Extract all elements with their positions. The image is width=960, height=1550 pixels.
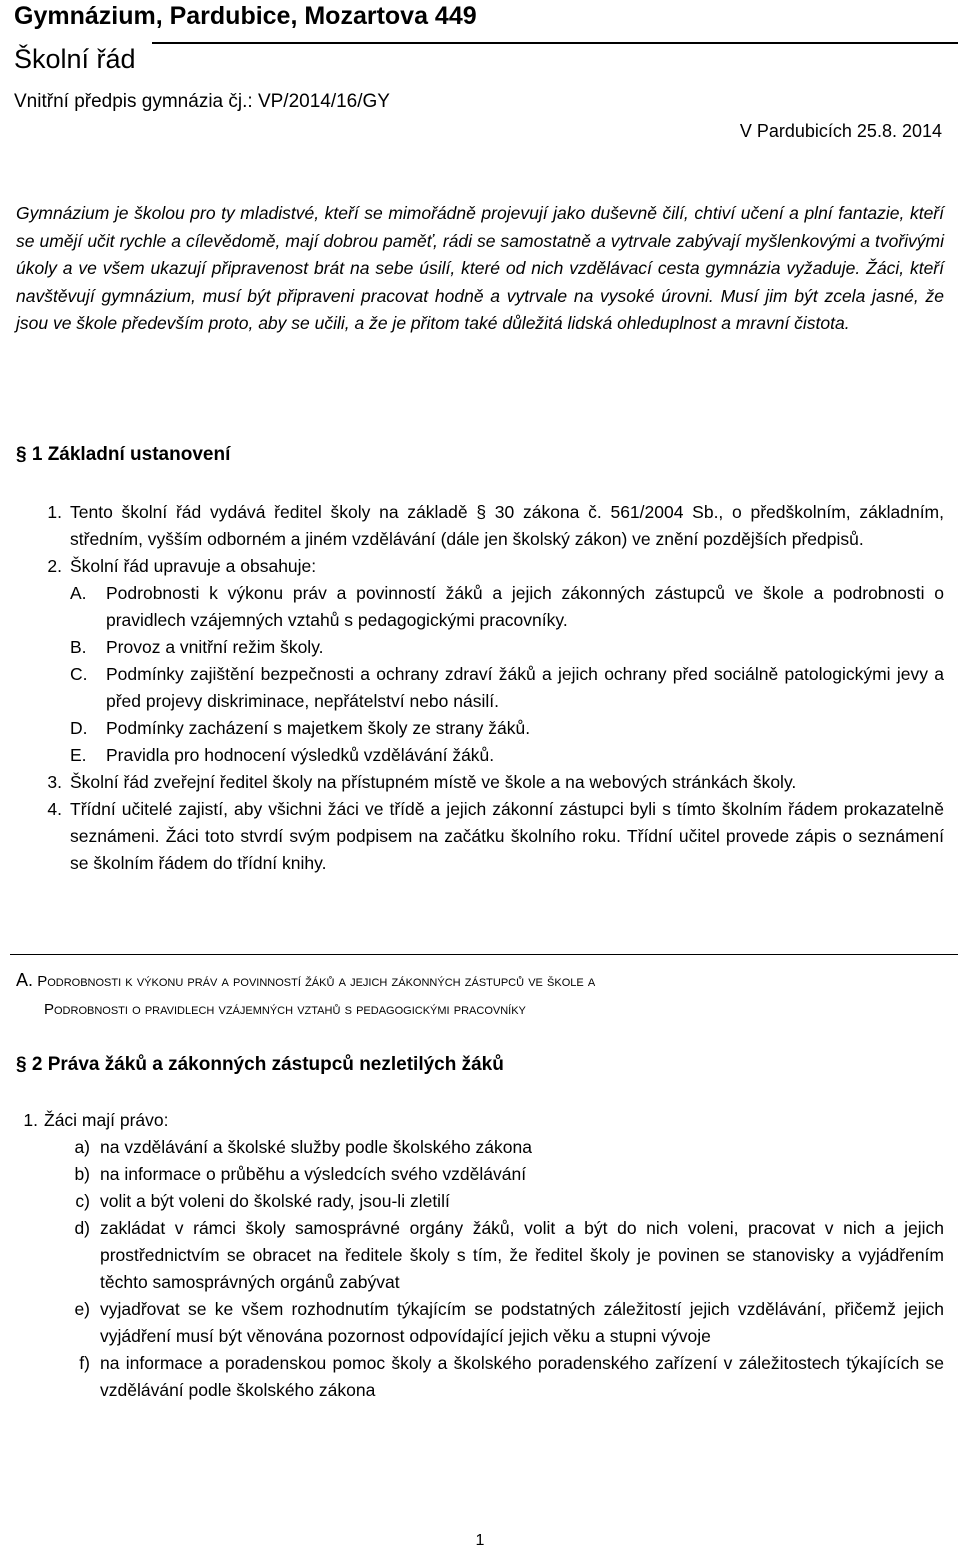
sublist-label: D.: [70, 718, 88, 738]
contents-sublist: [62, 580, 944, 769]
list-item: [16, 1107, 944, 1134]
rights-label: a): [74, 1137, 90, 1157]
list-item: [16, 796, 944, 877]
rights-label: e): [74, 1299, 90, 1319]
rights-label: b): [74, 1164, 90, 1184]
list-item: [16, 769, 944, 796]
section-a-letter: A.: [16, 970, 34, 990]
sublist-item: [62, 661, 944, 715]
section-a-text-1: Podrobnosti k výkonu práv a povinností žáků a jejich zákonných zástupců ve škole a: [37, 973, 596, 990]
rights-text: zakládat v rámci školy samosprávné orgány žáků, volit a být do nich voleni, pracovat v nich a jejich prostřednictvím se obracet na ředitele školy s tím, že ředitel školy je povinen se stanovisky a vyjádřením těchto samosprávných orgánů zabývat: [100, 1218, 944, 1292]
school-name: Gymnázium, Pardubice, Mozartova 449: [14, 2, 477, 30]
sublist-text: Podmínky zajištění bezpečnosti a ochrany zdraví žáků a jejich ochrany před sociálně patologickými jevy a před projevy diskriminace, nepřátelství nebo násilí.: [106, 664, 944, 711]
document-subtitle: Vnitřní předpis gymnázia čj.: VP/2014/16/GY: [14, 91, 390, 112]
item-number: 1.: [23, 1110, 38, 1130]
list-item: [16, 499, 944, 553]
rights-text: na informace a poradenskou pomoc školy a školského poradenského zařízení v záležitostech týkajících se vzdělávání podle školského zákona: [100, 1353, 944, 1400]
section-1-list: [16, 499, 944, 877]
sublist-text: Podrobnosti k výkonu práv a povinností žáků a jejich zákonných zástupců ve škole a podrobnosti o pravidlech vzájemných vztahů s pedagogickými pracovníky.: [106, 583, 944, 630]
sublist-text: Podmínky zacházení s majetkem školy ze strany žáků.: [106, 718, 531, 738]
intro-text-italic: Gymnázium je školou pro ty mladistvé, kteří se mimořádně projevují jako duševně čilí, chtiví učení a plní fantazie, kteří se umějí učit rychle a cílevědomě, mají dobrou paměť, rádi se samostatně a vytrvale zabývají myšlenkovými a tvořivými úkoly a ve všem ukazují připravenost brát na sebe úsilí, které od nich vzdělávací cesta gymnázia vyžaduje. Žáci, kteří navštěvují gymnázium, musí být připraveni pracovat hodně a vytrvale na vysoké úrovni.: [16, 203, 944, 306]
document-title: Školní řád: [14, 44, 136, 74]
sublist-label: C.: [70, 664, 88, 684]
rights-text: na informace o průběhu a výsledcích svého vzdělávání: [100, 1164, 527, 1184]
sublist-text: Pravidla pro hodnocení výsledků vzdělávání žáků.: [106, 745, 495, 765]
document-date: V Pardubicích 25.8. 2014: [739, 121, 942, 141]
page-number: 1: [475, 1532, 485, 1549]
section-a-line-1: [16, 966, 946, 996]
sublist-item: [62, 715, 944, 742]
list-item: [16, 553, 944, 580]
sublist-label: B.: [70, 637, 87, 657]
section-divider: [10, 954, 958, 955]
item-number: 4.: [47, 799, 62, 819]
item-number: 1.: [47, 502, 62, 522]
item-text: Školní řád upravuje a obsahuje:: [70, 556, 317, 576]
sublist-item: [62, 580, 944, 634]
item-number: 3.: [47, 772, 62, 792]
intro-text-regular: Musí jim být zcela jasné, že jsou ve škole především proto, aby se učili, a že je přitom také důležitá lidská ohleduplnost a mravní čistota.: [16, 285, 944, 333]
rights-text: na vzdělávání a školské služby podle školského zákona: [100, 1137, 532, 1157]
section-2-list: [16, 1107, 944, 1404]
item-text: Tento školní řád vydává ředitel školy na základě § 30 zákona č. 561/2004 Sb., o předškolním, základním, středním, vyšším odborném a jiném vzdělávání (dále jen školský zákon) ve znění pozdějších předpisů.: [70, 502, 944, 549]
sublist-item: [62, 742, 944, 769]
rights-label: c): [75, 1191, 90, 1211]
rights-label: f): [79, 1353, 90, 1373]
item-text: Žáci mají právo:: [44, 1110, 169, 1130]
sublist-item: [62, 634, 944, 661]
item-number: 2.: [47, 556, 62, 576]
rights-item: [16, 1350, 944, 1404]
rights-text: volit a být voleni do školské rady, jsou-li zletilí: [100, 1191, 450, 1211]
item-text: Školní řád zveřejní ředitel školy na přístupném místě ve škole a na webových stránkách školy.: [70, 772, 797, 792]
rights-text: vyjadřovat se ke všem rozhodnutím týkajícím se podstatných záležitostí jejich vzdělávání, přičemž jejich vyjádření musí být věnována pozornost odpovídající jejich věku a stupni vývoje: [100, 1299, 944, 1346]
intro-paragraph: [16, 200, 944, 338]
rights-item: [16, 1215, 944, 1296]
rights-item: [16, 1296, 944, 1350]
section-1-heading: § 1 Základní ustanovení: [16, 444, 231, 465]
rights-item: [16, 1188, 944, 1215]
section-a-heading: [16, 966, 946, 1024]
section-2-heading: § 2 Práva žáků a zákonných zástupců nezletilých žáků: [16, 1054, 504, 1075]
item-text: Třídní učitelé zajistí, aby všichni žáci ve třídě a jejich zákonní zástupci byli s tímto školním řádem prokazatelně seznámeni. Žáci toto stvrdí svým podpisem na začátku školního roku. Třídní učitel provede zápis o seznámení se školním řádem do třídní knihy.: [70, 799, 944, 873]
rights-label: d): [74, 1218, 90, 1238]
section-a-line-2: Podrobnosti o pravidlech vzájemných vztahů s pedagogickými pracovníky: [44, 1001, 526, 1018]
sublist-text: Provoz a vnitřní režim školy.: [106, 637, 324, 657]
sublist-label: E.: [70, 745, 87, 765]
title-divider: [152, 42, 958, 44]
sublist-label: A.: [70, 583, 87, 603]
rights-item: [16, 1134, 944, 1161]
rights-item: [16, 1161, 944, 1188]
